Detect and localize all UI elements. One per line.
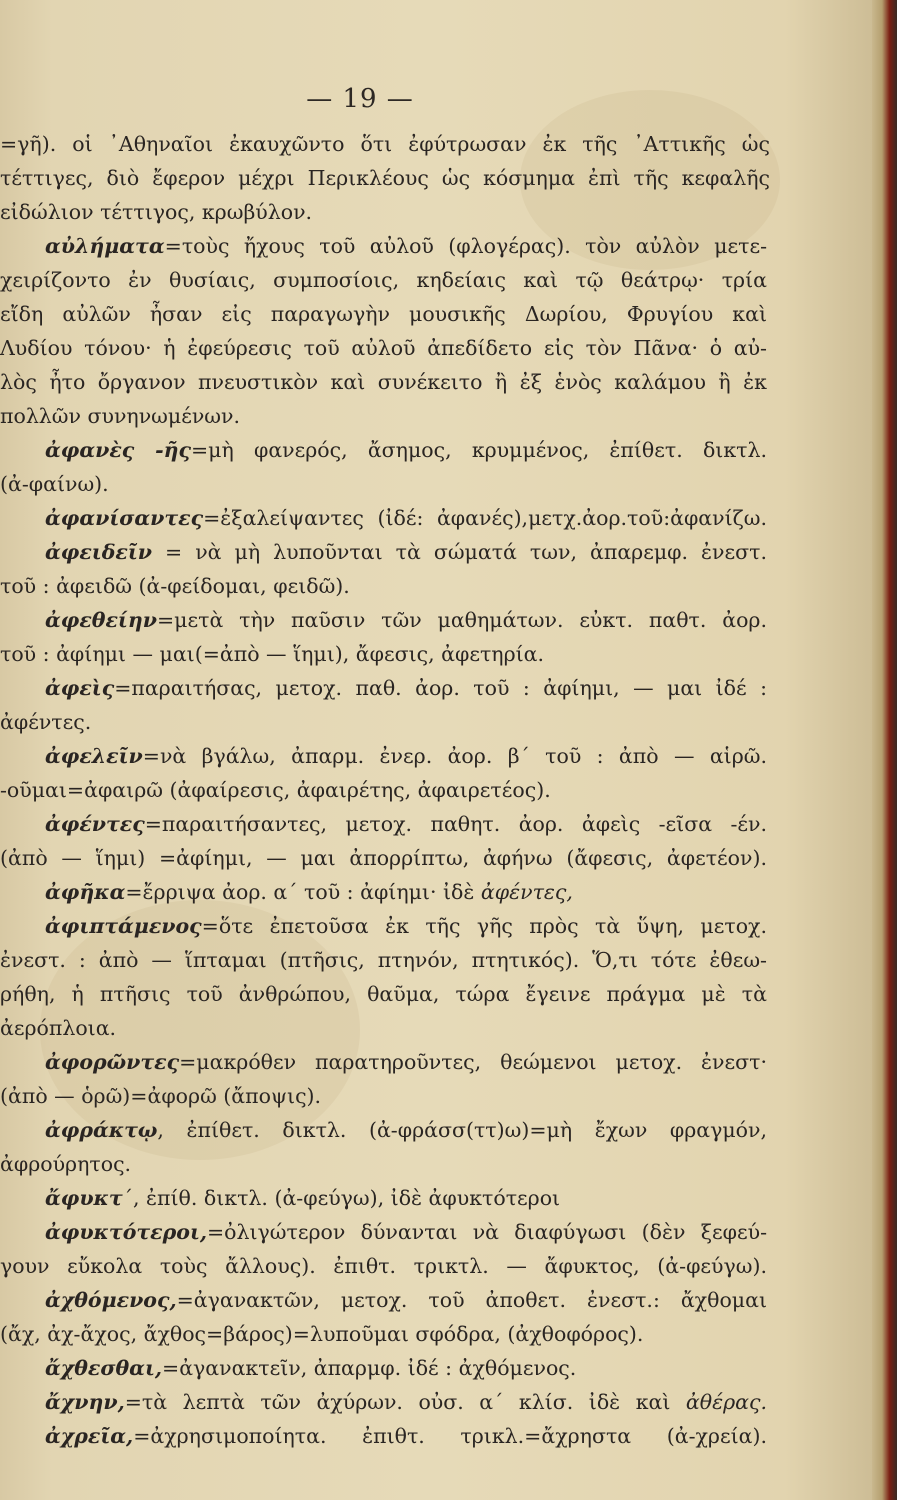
text-line (0, 842, 767, 875)
definition-text: εἰδώλιον τέττιγος, κρωβύλον. (0, 200, 313, 224)
text-line (0, 706, 110, 739)
headword: αὐλήματα (45, 234, 165, 258)
text-line (45, 1216, 767, 1249)
text-line (45, 910, 767, 943)
text-line (0, 944, 767, 977)
definition-text: (ἀπὸ — ὁρῶ)=ἀφορῶ (ἄποψις). (0, 1084, 322, 1108)
text-line (0, 570, 370, 603)
headword: ἀφῆκα (45, 880, 126, 904)
text-line (0, 400, 260, 433)
definition-text: =μακρόθεν παρατηροῦντες, θεώμενοι μετοχ. ἐνεστ· (179, 1050, 767, 1074)
cross-reference: ἀφέντες, (480, 880, 573, 904)
definition-text: λὸς ἦτο ὄργανον πνευστικὸν καὶ συνέκειτο ἢ ἐξ ἑνὸς καλάμου ἢ ἐκ (0, 370, 767, 394)
text-line (45, 502, 767, 535)
definition-text: πολλῶν συνηνωμένων. (0, 404, 240, 428)
definition-text: (ἀπὸ — ἵημι) =ἀφίημι, — μαι ἀπορρίπτω, ἀφήνω (ἄφεσις, ἀφετέον). (0, 846, 767, 870)
text-line (0, 196, 313, 229)
headword: ἀφανίσαντες (45, 506, 204, 530)
definition-text: ΄, ἐπίθ. δικτλ. (ἀ-φεύγω), ἰδὲ ἀφυκτότεροι (122, 1186, 561, 1210)
text-line (45, 740, 767, 773)
definition-text: τέττιγες, διὸ ἔφερον μέχρι Περικλέους ὡς κόσμημα ἐπὶ τῆς κεφαλῆς (0, 166, 770, 190)
text-line (0, 366, 767, 399)
definition-text: ἀερόπλοια. (0, 1016, 117, 1040)
definition-text: (ἀ-φαίνω). (0, 472, 109, 496)
text-line (0, 298, 767, 331)
text-line (45, 536, 767, 569)
cross-reference: ἀθέρας. (685, 1390, 767, 1414)
headword: ἀφέντες (45, 812, 145, 836)
text-line (45, 1182, 625, 1215)
definition-text: ρήθη, ἡ πτῆσις τοῦ ἀνθρώπου, θαῦμα, τώρα ἔγεινε πράγμα μὲ τὰ (0, 982, 767, 1006)
text-line (45, 1352, 625, 1385)
headword: ἄφυκτ (45, 1186, 123, 1210)
definition-text: =παραιτήσας, μετοχ. παθ. ἀορ. τοῦ : ἀφίημι, — μαι ἰδέ : (114, 676, 767, 700)
text-line (45, 1046, 767, 1079)
text-line (45, 1114, 767, 1147)
text-line (0, 1250, 767, 1283)
definition-text: γουν εὔκολα τοὺς ἄλλους). ἐπιθτ. τρικτλ. — ἄφυκτος, (ἀ-φεύγω). (0, 1254, 767, 1278)
headword: ἀχρεῖα, (45, 1424, 134, 1448)
text-line (0, 468, 130, 501)
definition-text: =ἀγανακτεῖν, ἀπαρμφ. ἰδέ : ἀχθόμενος. (162, 1356, 577, 1380)
definition-text: Λυδίου τόνου· ἡ ἐφεύρεσις τοῦ αὐλοῦ ἀπεδίδετο εἰς τὸν Πᾶνα· ὁ αὐ- (0, 336, 767, 360)
definition-text: =ἀγανακτῶν, μετοχ. τοῦ ἀποθετ. ἐνεστ.: ἄχθομαι (176, 1288, 767, 1312)
text-line (0, 1148, 150, 1181)
headword: ἄχθεσθαι, (45, 1356, 163, 1380)
headword: ἀφράκτῳ (45, 1118, 158, 1142)
text-line (0, 774, 570, 807)
definition-text: ἀφρούρητος. (0, 1152, 132, 1176)
definition-text: = νὰ μὴ λυποῦνται τὰ σώματά των, ἀπαρεμφ. ἐνεστ. (151, 540, 767, 564)
definition-text: =τοὺς ἤχους τοῦ αὐλοῦ (φλογέρας). τὸν αὐλὸν μετε- (164, 234, 767, 258)
definition-text: =νὰ βγάλω, ἀπαρμ. ἐνερ. ἀορ. β΄ τοῦ : ἀπὸ — αἱρῶ. (142, 744, 767, 768)
text-line (45, 434, 767, 467)
definition-text: εἴδη αὐλῶν ἦσαν εἰς παραγωγὴν μουσικῆς Δωρίου, Φρυγίου καὶ (0, 302, 767, 326)
definition-text: =γῆ). οἱ ᾿Αθηναῖοι ἐκαυχῶντο ὅτι ἐφύτρωσαν ἐκ τῆς ᾿Αττικῆς ὡς (0, 132, 770, 156)
definition-text: ἀφέντες. (0, 710, 92, 734)
definition-text: =ἐξαλείψαντες (ἰδέ: ἀφανές),μετχ.ἀορ.τοῦ:ἀφανίζω. (203, 506, 767, 530)
text-line (0, 638, 590, 671)
headword: ἀφιπτάμενος (45, 914, 202, 938)
definition-text: =παραιτήσαντες, μετοχ. παθητ. ἀορ. ἀφεὶς -εῖσα -έν. (144, 812, 767, 836)
headword: ἀφορῶντες (45, 1050, 180, 1074)
headword: ἀφειδεῖν (45, 540, 152, 564)
definition-text: ἐνεστ. : ἀπὸ — ἵπταμαι (πτῆσις, πτηνόν, πτητικός). Ὅ,τι τότε ἐθεω- (0, 948, 767, 972)
definition-text: =μὴ φανερός, ἄσημος, κρυμμένος, ἐπίθετ. δικτλ. (190, 438, 767, 462)
definition-text: =ἀχρησιμοποίητα. ἐπιθτ. τρικλ.=ἄχρηστα (ἀ-χρεία). (133, 1424, 767, 1448)
definition-text: =μετὰ τὴν παῦσιν τῶν μαθημάτων. εὐκτ. παθτ. ἀορ. (156, 608, 767, 632)
page-number: — 19 — (306, 84, 414, 114)
text-line (45, 1284, 767, 1317)
text-line (0, 978, 767, 1011)
definition-text: τοῦ : ἀφειδῶ (ἀ-φείδομαι, φειδῶ). (0, 574, 350, 598)
definition-text: =ὅτε ἐπετοῦσα ἐκ τῆς γῆς πρὸς τὰ ὕψη, μετοχ. (201, 914, 767, 938)
headword: ἀφανὲς -ῆς (45, 438, 191, 462)
definition-text: =ἔρριψα ἀορ. α΄ τοῦ : ἀφίημι· ἰδὲ (125, 880, 481, 904)
definition-text: =τὰ λεπτὰ τῶν ἀχύρων. οὐσ. α΄ κλίσ. ἰδὲ καὶ (124, 1390, 686, 1414)
text-line (0, 1080, 345, 1113)
text-line (45, 876, 573, 909)
definition-text: (ἄχ, ἀχ-ἄχος, ἄχθος=βάρος)=λυποῦμαι σφόδρα, (ἀχθοφόρος). (0, 1322, 644, 1346)
definition-text: =ὀλιγώτερον δύνανται νὰ διαφύγωσι (δὲν ξεφεύ- (207, 1220, 767, 1244)
text-line (0, 332, 767, 365)
headword: ἄχνην, (45, 1390, 125, 1414)
definition-text: χειρίζοντο ἐν θυσίαις, συμποσίοις, κηδείαις καὶ τῷ θεάτρῳ· τρία (0, 268, 767, 292)
text-line (0, 1012, 130, 1045)
text-line (45, 604, 767, 637)
text-line (45, 808, 767, 841)
definition-text: τοῦ : ἀφίημι — μαι(=ἀπὸ — ἵημι), ἄφεσις, ἀφετηρία. (0, 642, 545, 666)
definition-text: , ἐπίθετ. δικτλ. (ἀ-φράσσ(ττ)ω)=μὴ ἔχων φραγμόν, (157, 1118, 767, 1142)
headword: ἀφυκτότεροι, (45, 1220, 207, 1244)
headword: ἀφεθείην (45, 608, 157, 632)
text-line (45, 672, 767, 705)
text-line (0, 264, 767, 297)
headword: ἀφελεῖν (45, 744, 143, 768)
text-line (45, 1420, 767, 1453)
text-line (45, 230, 767, 263)
book-edge (872, 0, 897, 1500)
text-line (0, 1318, 700, 1351)
text-line (45, 1386, 767, 1419)
text-line (0, 128, 770, 161)
headword: ἀχθόμενος, (45, 1288, 177, 1312)
text-line (0, 162, 770, 195)
definition-text: -οῦμαι=ἀφαιρῶ (ἀφαίρεσις, ἀφαιρέτης, ἀφαιρετέος). (0, 778, 551, 802)
headword: ἀφεὶς (45, 676, 115, 700)
